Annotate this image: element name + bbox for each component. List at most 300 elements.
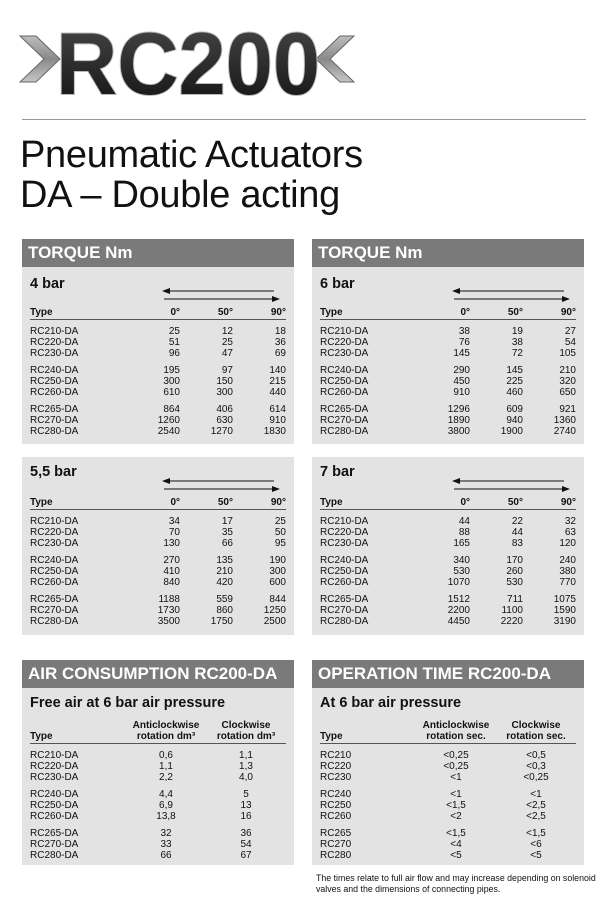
value-cell: 1730 <box>157 605 180 616</box>
table-row <box>320 789 576 800</box>
table-row <box>320 348 576 359</box>
table-row <box>320 415 576 426</box>
column-header: 50° <box>470 307 523 320</box>
type-cell: RC260-DA <box>30 387 79 398</box>
type-cell: RC280 <box>320 850 352 861</box>
value-cell: 210 <box>559 365 576 376</box>
value-cell: 240 <box>559 555 576 566</box>
column-header: 0° <box>130 497 180 510</box>
torque-panel <box>22 239 294 444</box>
value-cell: 150 <box>216 376 233 387</box>
torque-table <box>320 497 576 627</box>
type-cell: RC265-DA <box>320 404 369 415</box>
value-cell: 559 <box>216 594 233 605</box>
value-cell: 530 <box>506 577 523 588</box>
table-row <box>320 850 576 861</box>
footnote: The times relate to full air flow and may increase depending on solenoid valves and the dimensions of connecting pipes. <box>316 873 596 894</box>
table-row <box>320 426 576 437</box>
value-cell: 630 <box>216 415 233 426</box>
value-cell: 140 <box>269 365 286 376</box>
table-row <box>320 404 576 415</box>
value-cell: 1,3 <box>239 761 253 772</box>
value-cell: 83 <box>511 538 523 549</box>
value-cell: 44 <box>511 527 523 538</box>
value-cell: 1900 <box>500 426 523 437</box>
value-cell: 1100 <box>501 605 523 616</box>
type-cell: RC250-DA <box>30 376 79 387</box>
value-cell: 25 <box>221 337 233 348</box>
value-cell: 135 <box>216 555 233 566</box>
value-cell: <2,5 <box>526 811 546 822</box>
title-line-1: Pneumatic Actuators <box>20 134 363 176</box>
table-row <box>30 828 286 839</box>
table-row <box>320 376 576 387</box>
type-cell: RC260-DA <box>320 577 369 588</box>
type-cell: RC280-DA <box>30 850 79 861</box>
type-cell: RC265-DA <box>30 594 79 605</box>
header-rule <box>22 119 586 120</box>
table-row <box>30 376 286 387</box>
column-header: 50° <box>180 497 233 510</box>
type-cell: RC270 <box>320 839 352 850</box>
value-cell: 320 <box>559 376 576 387</box>
value-cell: 5 <box>243 789 249 800</box>
value-cell: 1512 <box>447 594 470 605</box>
table-row <box>30 426 286 437</box>
type-cell: RC220-DA <box>30 527 79 538</box>
value-cell: 33 <box>160 839 172 850</box>
value-cell: 22 <box>511 516 523 527</box>
rotation-arrows-icon <box>162 478 282 492</box>
value-cell: <1,5 <box>446 800 466 811</box>
torque-table <box>30 497 286 627</box>
value-cell: 145 <box>506 365 523 376</box>
value-cell: <0,5 <box>526 750 546 761</box>
type-cell: RC250 <box>320 800 352 811</box>
table-row <box>30 772 286 783</box>
value-cell: 2,2 <box>159 772 173 783</box>
value-cell: 6,9 <box>159 800 173 811</box>
table-row <box>30 594 286 605</box>
value-cell: 88 <box>458 527 470 538</box>
type-cell: RC270-DA <box>30 839 79 850</box>
table-row <box>320 337 576 348</box>
value-cell: <6 <box>530 839 542 850</box>
table-row <box>30 337 286 348</box>
value-cell: 16 <box>240 811 252 822</box>
logo-left-chevron <box>20 36 60 82</box>
value-cell: 72 <box>511 348 523 359</box>
value-cell: 270 <box>163 555 180 566</box>
value-cell: 96 <box>168 348 180 359</box>
value-cell: 410 <box>163 566 180 577</box>
table-row <box>320 616 576 627</box>
value-cell: <1 <box>450 772 462 783</box>
value-cell: 67 <box>240 850 252 861</box>
rc200-logo <box>14 14 364 104</box>
value-cell: 1590 <box>553 605 576 616</box>
type-cell: RC210-DA <box>320 326 369 337</box>
value-cell: 910 <box>269 415 286 426</box>
value-cell: 66 <box>160 850 172 861</box>
value-cell: 1070 <box>447 577 470 588</box>
table-row <box>30 415 286 426</box>
value-cell: 0,6 <box>159 750 173 761</box>
column-header: 50° <box>470 497 523 510</box>
column-header: Type <box>30 307 130 320</box>
column-header: Type <box>30 497 130 510</box>
column-header: 50° <box>180 307 233 320</box>
type-cell: RC240-DA <box>320 555 369 566</box>
value-cell: <0,25 <box>523 772 549 783</box>
rotation-arrows-icon <box>162 288 282 302</box>
value-cell: 300 <box>269 566 286 577</box>
type-cell: RC270-DA <box>30 415 79 426</box>
table-row <box>30 404 286 415</box>
table-row <box>320 750 576 761</box>
value-cell: 2500 <box>263 616 286 627</box>
value-cell: 70 <box>168 527 180 538</box>
table-row <box>30 577 286 588</box>
value-cell: 1,1 <box>239 750 253 761</box>
torque-panel <box>312 239 584 444</box>
type-cell: RC220-DA <box>30 337 79 348</box>
table-row <box>30 789 286 800</box>
value-cell: 12 <box>221 326 233 337</box>
table-row <box>320 387 576 398</box>
value-cell: 260 <box>506 566 523 577</box>
type-cell: RC270-DA <box>320 415 369 426</box>
value-cell: <1,5 <box>446 828 466 839</box>
type-cell: RC265-DA <box>30 404 79 415</box>
value-cell: 66 <box>221 538 233 549</box>
type-cell: RC250-DA <box>30 800 79 811</box>
value-cell: 54 <box>240 839 252 850</box>
table-row <box>30 348 286 359</box>
value-cell: 38 <box>458 326 470 337</box>
value-cell: 1750 <box>210 616 233 627</box>
value-cell: 340 <box>453 555 470 566</box>
column-header: 0° <box>130 307 180 320</box>
table-row <box>30 527 286 538</box>
table-row <box>30 750 286 761</box>
panel-header: TORQUE Nm <box>22 239 294 267</box>
value-cell: <5 <box>450 850 462 861</box>
value-cell: 609 <box>506 404 523 415</box>
type-cell: RC230-DA <box>320 538 369 549</box>
value-cell: 406 <box>216 404 233 415</box>
column-header: Anticlockwise rotation sec. <box>416 720 496 744</box>
column-header: 90° <box>233 307 286 320</box>
value-cell: 300 <box>216 387 233 398</box>
value-cell: 864 <box>163 404 180 415</box>
value-cell: 940 <box>506 415 523 426</box>
value-cell: 3190 <box>553 616 576 627</box>
value-cell: 910 <box>453 387 470 398</box>
value-cell: 32 <box>564 516 576 527</box>
value-cell: 35 <box>221 527 233 538</box>
value-cell: 165 <box>453 538 470 549</box>
value-cell: 4450 <box>447 616 470 627</box>
type-cell: RC240 <box>320 789 352 800</box>
value-cell: 32 <box>160 828 172 839</box>
value-cell: <4 <box>450 839 462 850</box>
value-cell: 420 <box>216 577 233 588</box>
table-row <box>320 365 576 376</box>
column-header: 90° <box>523 307 576 320</box>
value-cell: 614 <box>269 404 286 415</box>
value-cell: 27 <box>564 326 576 337</box>
table-row <box>30 616 286 627</box>
value-cell: 650 <box>559 387 576 398</box>
type-cell: RC240-DA <box>30 789 79 800</box>
table-row <box>320 828 576 839</box>
type-cell: RC250-DA <box>320 376 369 387</box>
type-cell: RC230 <box>320 772 352 783</box>
value-cell: <2,5 <box>526 800 546 811</box>
value-cell: 1360 <box>553 415 576 426</box>
air-consumption-panel <box>22 660 294 865</box>
table-row <box>320 811 576 822</box>
value-cell: 105 <box>559 348 576 359</box>
value-cell: 711 <box>507 594 523 605</box>
value-cell: 36 <box>240 828 252 839</box>
value-cell: 1890 <box>447 415 470 426</box>
value-cell: 450 <box>453 376 470 387</box>
pressure-label: 5,5 bar <box>30 464 77 480</box>
table-row <box>30 538 286 549</box>
type-cell: RC280-DA <box>30 616 79 627</box>
value-cell: 1250 <box>263 605 286 616</box>
table-row <box>30 761 286 772</box>
table-row <box>320 800 576 811</box>
type-cell: RC270-DA <box>30 605 79 616</box>
value-cell: 1296 <box>447 404 470 415</box>
value-cell: 2200 <box>447 605 470 616</box>
value-cell: 170 <box>506 555 523 566</box>
table-row <box>320 555 576 566</box>
rotation-arrows-icon <box>452 288 572 302</box>
value-cell: <0,25 <box>443 750 469 761</box>
value-cell: 1270 <box>210 426 233 437</box>
table-row <box>30 387 286 398</box>
value-cell: <1,5 <box>526 828 546 839</box>
logo-text: RC200 <box>56 14 320 104</box>
value-cell: 4,4 <box>159 789 173 800</box>
page-title <box>20 135 363 215</box>
value-cell: 3500 <box>157 616 180 627</box>
value-cell: <1 <box>450 789 462 800</box>
value-cell: 145 <box>453 348 470 359</box>
value-cell: 18 <box>274 326 286 337</box>
type-cell: RC260-DA <box>320 387 369 398</box>
value-cell: 1075 <box>553 594 576 605</box>
type-cell: RC240-DA <box>30 365 79 376</box>
table-row <box>30 555 286 566</box>
value-cell: 290 <box>453 365 470 376</box>
type-cell: RC230-DA <box>30 772 79 783</box>
panel-subtitle: Free air at 6 bar air pressure <box>30 695 226 711</box>
table-row <box>320 839 576 850</box>
value-cell: 225 <box>506 376 523 387</box>
type-cell: RC210-DA <box>30 750 79 761</box>
table-row <box>30 326 286 337</box>
value-cell: 2220 <box>500 616 523 627</box>
type-cell: RC230-DA <box>320 348 369 359</box>
type-cell: RC220 <box>320 761 352 772</box>
column-header: Type <box>320 720 416 744</box>
value-cell: 54 <box>564 337 576 348</box>
table-row <box>30 839 286 850</box>
operation-time-panel <box>312 660 584 865</box>
value-cell: 36 <box>274 337 286 348</box>
column-header: Type <box>30 720 126 744</box>
torque-panel <box>22 457 294 635</box>
table-row <box>320 326 576 337</box>
value-cell: 440 <box>269 387 286 398</box>
value-cell: 921 <box>559 404 576 415</box>
type-cell: RC220-DA <box>320 337 369 348</box>
value-cell: 19 <box>511 326 523 337</box>
torque-table <box>30 307 286 437</box>
table-row <box>320 605 576 616</box>
value-cell: 13 <box>240 800 252 811</box>
value-cell: 44 <box>458 516 470 527</box>
table-row <box>30 516 286 527</box>
pressure-label: 7 bar <box>320 464 355 480</box>
value-cell: 300 <box>163 376 180 387</box>
table-row <box>30 365 286 376</box>
type-cell: RC265 <box>320 828 352 839</box>
table-row <box>320 538 576 549</box>
table-row <box>30 800 286 811</box>
value-cell: 97 <box>221 365 233 376</box>
value-cell: 47 <box>221 348 233 359</box>
value-cell: 34 <box>168 516 180 527</box>
value-cell: <0,25 <box>443 761 469 772</box>
value-cell: 844 <box>269 594 286 605</box>
value-cell: 120 <box>559 538 576 549</box>
column-header: Clockwise rotation sec. <box>496 720 576 744</box>
type-cell: RC220-DA <box>30 761 79 772</box>
table-row <box>320 516 576 527</box>
torque-panel <box>312 457 584 635</box>
column-header: Type <box>320 497 420 510</box>
type-cell: RC280-DA <box>30 426 79 437</box>
value-cell: 1260 <box>157 415 180 426</box>
torque-table <box>320 307 576 437</box>
type-cell: RC210 <box>320 750 352 761</box>
value-cell: 530 <box>453 566 470 577</box>
type-cell: RC220-DA <box>320 527 369 538</box>
value-cell: 215 <box>269 376 286 387</box>
column-header: 90° <box>233 497 286 510</box>
type-cell: RC210-DA <box>320 516 369 527</box>
table-row <box>320 577 576 588</box>
panel-header: TORQUE Nm <box>312 239 584 267</box>
value-cell: 460 <box>506 387 523 398</box>
value-cell: <5 <box>530 850 542 861</box>
value-cell: 25 <box>274 516 286 527</box>
table-row <box>320 772 576 783</box>
logo-right-chevron <box>316 36 354 82</box>
value-cell: 380 <box>559 566 576 577</box>
value-cell: 50 <box>274 527 286 538</box>
value-cell: 1,1 <box>159 761 173 772</box>
value-cell: 130 <box>163 538 180 549</box>
table-row <box>320 761 576 772</box>
column-header: Anticlockwise rotation dm³ <box>126 720 206 744</box>
value-cell: <2 <box>450 811 462 822</box>
value-cell: 2540 <box>157 426 180 437</box>
table-row <box>320 594 576 605</box>
column-header: 0° <box>420 307 470 320</box>
panel-header: OPERATION TIME RC200-DA <box>312 660 584 688</box>
type-cell: RC265-DA <box>320 594 369 605</box>
table-row <box>30 605 286 616</box>
rotation-arrows-icon <box>452 478 572 492</box>
value-cell: 210 <box>216 566 233 577</box>
type-cell: RC270-DA <box>320 605 369 616</box>
value-cell: 4,0 <box>239 772 253 783</box>
value-cell: 13,8 <box>156 811 176 822</box>
value-cell: 63 <box>564 527 576 538</box>
pressure-label: 4 bar <box>30 276 65 292</box>
value-cell: 860 <box>216 605 233 616</box>
value-cell: 76 <box>458 337 470 348</box>
type-cell: RC260-DA <box>30 811 79 822</box>
value-cell: 600 <box>269 577 286 588</box>
data-table <box>320 720 576 861</box>
type-cell: RC260-DA <box>30 577 79 588</box>
panel-subtitle: At 6 bar air pressure <box>320 695 462 711</box>
pressure-label: 6 bar <box>320 276 355 292</box>
value-cell: 770 <box>559 577 576 588</box>
column-header: Clockwise rotation dm³ <box>206 720 286 744</box>
type-cell: RC210-DA <box>30 326 79 337</box>
value-cell: 95 <box>274 538 286 549</box>
value-cell: 1188 <box>158 594 180 605</box>
value-cell: 1830 <box>263 426 286 437</box>
value-cell: 69 <box>274 348 286 359</box>
value-cell: 840 <box>163 577 180 588</box>
title-line-2: DA – Double acting <box>20 174 340 216</box>
value-cell: 25 <box>168 326 180 337</box>
type-cell: RC230-DA <box>30 538 79 549</box>
value-cell: 195 <box>163 365 180 376</box>
table-row <box>30 811 286 822</box>
type-cell: RC240-DA <box>320 365 369 376</box>
type-cell: RC210-DA <box>30 516 79 527</box>
value-cell: 38 <box>511 337 523 348</box>
column-header: 90° <box>523 497 576 510</box>
column-header: 0° <box>420 497 470 510</box>
type-cell: RC250-DA <box>320 566 369 577</box>
value-cell: 610 <box>163 387 180 398</box>
type-cell: RC265-DA <box>30 828 79 839</box>
type-cell: RC250-DA <box>30 566 79 577</box>
table-row <box>320 566 576 577</box>
type-cell: RC280-DA <box>320 616 369 627</box>
value-cell: 190 <box>269 555 286 566</box>
table-row <box>30 850 286 861</box>
value-cell: <1 <box>530 789 542 800</box>
data-table <box>30 720 286 861</box>
type-cell: RC240-DA <box>30 555 79 566</box>
value-cell: 17 <box>221 516 233 527</box>
type-cell: RC260 <box>320 811 352 822</box>
panel-header: AIR CONSUMPTION RC200-DA <box>22 660 294 688</box>
